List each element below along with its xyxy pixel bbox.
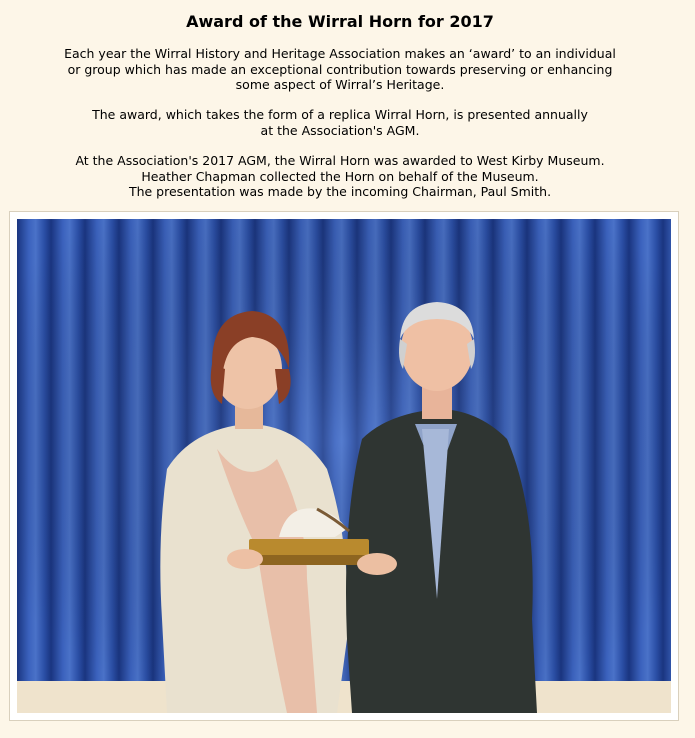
text-line: The presentation was made by the incoming Chairman, Paul Smith.: [128, 184, 552, 199]
intro-paragraph: [0, 46, 680, 93]
text-line: Heather Chapman collected the Horn on behalf of the Museum.: [141, 168, 539, 184]
page-title: Award of the Wirral Horn for 2017: [186, 12, 494, 31]
text-line: some aspect of Wirral’s Heritage.: [235, 77, 445, 92]
text-line: Each year the Wirral History and Heritage Association makes an ‘award’ to an individual: [64, 46, 616, 61]
recipient-paragraph: [0, 153, 680, 200]
text-line: The award, which takes the form of a replica Wirral Horn, is presented annually: [92, 107, 588, 122]
award-photo-illustration: [17, 219, 671, 713]
stage-floor: [17, 681, 671, 713]
text-line: or group which has made an exceptional contribution towards preserving or enhancing: [67, 61, 613, 77]
text-line: At the Association's 2017 AGM, the Wirral Horn was awarded to West Kirby Museum.: [75, 153, 605, 168]
award-description-paragraph: [0, 107, 680, 138]
award-photo: [17, 219, 671, 713]
award-photo-frame: [9, 211, 679, 721]
text-line: at the Association's AGM.: [260, 122, 420, 138]
